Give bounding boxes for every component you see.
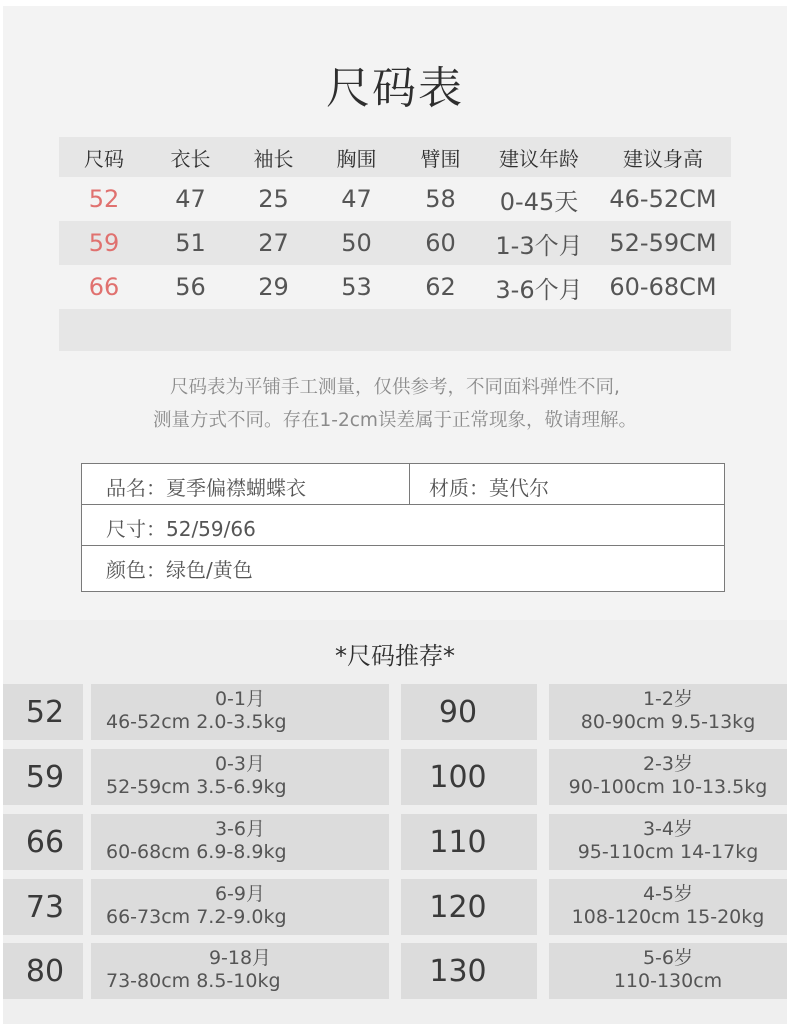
size-block bbox=[3, 749, 83, 805]
table-cell: 62 bbox=[425, 273, 456, 301]
height-weight: 110-130cm bbox=[613, 970, 723, 992]
measurement-note-line: 测量方式不同。存在1-2cm误差属于正常现象，敬请理解。 bbox=[153, 410, 637, 431]
size-cell: 66 bbox=[88, 273, 120, 301]
page-title: 尺码表 bbox=[326, 63, 464, 114]
recommendation-row bbox=[3, 879, 787, 935]
table-cell: 58 bbox=[425, 185, 456, 213]
table-cell: 46-52CM bbox=[609, 185, 717, 213]
table-cell: 51 bbox=[175, 229, 206, 257]
size-number: 130 bbox=[429, 953, 487, 989]
table-row bbox=[59, 177, 731, 221]
table-cell: 0-45天 bbox=[499, 187, 579, 216]
table-cell: 27 bbox=[258, 229, 289, 257]
table-cell: 60-68CM bbox=[609, 273, 717, 301]
table-cell: 47 bbox=[341, 185, 372, 213]
size-number: 73 bbox=[25, 889, 65, 925]
recommendation-row bbox=[3, 814, 787, 870]
age-range: 5-6岁 bbox=[642, 947, 694, 969]
height-weight: 66-73cm 7.2-9.0kg bbox=[106, 906, 287, 928]
size-description bbox=[91, 684, 389, 740]
product-sizes: 尺寸：52/59/66 bbox=[106, 517, 256, 541]
size-description bbox=[549, 943, 787, 999]
size-number: 120 bbox=[429, 889, 487, 925]
table-cell: 29 bbox=[258, 273, 289, 301]
size-cell: 59 bbox=[88, 229, 120, 257]
table-cell: 3-6个月 bbox=[495, 275, 583, 304]
table-row bbox=[59, 221, 731, 265]
info-row-name bbox=[82, 464, 724, 505]
product-name: 品名：夏季偏襟蝴蝶衣 bbox=[106, 476, 306, 500]
size-block bbox=[3, 879, 83, 935]
size-block bbox=[401, 749, 537, 805]
divider bbox=[409, 464, 410, 504]
size-description bbox=[91, 943, 389, 999]
recommendation-title: *尺码推荐* bbox=[335, 642, 455, 670]
product-info-box bbox=[81, 463, 725, 592]
measurement-note-line: 尺码表为平铺手工测量，仅供参考，不同面料弹性不同, bbox=[170, 377, 620, 398]
table-cell: 1-3个月 bbox=[495, 231, 583, 260]
age-range: 4-5岁 bbox=[642, 883, 694, 905]
size-number: 66 bbox=[25, 824, 65, 860]
size-description bbox=[91, 879, 389, 935]
size-block bbox=[401, 879, 537, 935]
height-weight: 95-110cm 14-17kg bbox=[577, 841, 759, 863]
table-empty-row bbox=[59, 309, 731, 351]
height-weight: 80-90cm 9.5-13kg bbox=[580, 711, 756, 733]
height-weight: 46-52cm 2.0-3.5kg bbox=[106, 711, 287, 733]
size-number: 59 bbox=[25, 759, 65, 795]
age-range: 2-3岁 bbox=[642, 753, 694, 775]
size-table bbox=[59, 137, 731, 351]
height-weight: 52-59cm 3.5-6.9kg bbox=[106, 776, 287, 798]
size-block bbox=[3, 684, 83, 740]
size-block bbox=[3, 943, 83, 999]
column-header: 胸围 bbox=[336, 146, 377, 171]
size-block bbox=[401, 943, 537, 999]
age-range: 6-9月 bbox=[214, 883, 266, 905]
column-header: 建议年龄 bbox=[499, 146, 579, 171]
table-cell: 52-59CM bbox=[609, 229, 717, 257]
age-range: 3-4岁 bbox=[642, 818, 694, 840]
size-block bbox=[401, 684, 537, 740]
column-header: 衣长 bbox=[170, 146, 211, 171]
age-range: 0-1月 bbox=[214, 688, 266, 710]
recommendation-row bbox=[3, 684, 787, 740]
size-number: 90 bbox=[438, 694, 478, 730]
column-header: 袖长 bbox=[253, 146, 294, 171]
height-weight: 90-100cm 10-13.5kg bbox=[568, 776, 768, 798]
size-number: 52 bbox=[25, 694, 65, 730]
height-weight: 73-80cm 8.5-10kg bbox=[106, 970, 281, 992]
size-table-section bbox=[3, 6, 787, 620]
table-cell: 50 bbox=[341, 229, 372, 257]
info-row-sizes bbox=[82, 505, 724, 546]
table-cell: 53 bbox=[341, 273, 372, 301]
size-description bbox=[91, 814, 389, 870]
product-colors: 颜色：绿色/黄色 bbox=[106, 558, 253, 582]
age-range: 0-3月 bbox=[214, 753, 266, 775]
info-row-colors bbox=[82, 546, 724, 586]
column-header: 尺码 bbox=[84, 146, 124, 171]
table-row bbox=[59, 265, 731, 309]
size-description bbox=[549, 684, 787, 740]
height-weight: 108-120cm 15-20kg bbox=[571, 906, 765, 928]
size-block bbox=[3, 814, 83, 870]
table-cell: 25 bbox=[258, 185, 289, 213]
column-header: 建议身高 bbox=[623, 146, 703, 171]
size-description bbox=[549, 814, 787, 870]
product-material: 材质：莫代尔 bbox=[429, 476, 549, 500]
size-cell: 52 bbox=[88, 185, 120, 213]
table-cell: 47 bbox=[175, 185, 206, 213]
height-weight: 60-68cm 6.9-8.9kg bbox=[106, 841, 287, 863]
size-description bbox=[91, 749, 389, 805]
age-range: 1-2岁 bbox=[642, 688, 694, 710]
recommendation-row bbox=[3, 943, 787, 999]
column-header: 臂围 bbox=[420, 146, 461, 171]
table-cell: 60 bbox=[425, 229, 456, 257]
size-description bbox=[549, 879, 787, 935]
size-block bbox=[401, 814, 537, 870]
size-number: 100 bbox=[429, 759, 487, 795]
recommendation-row bbox=[3, 749, 787, 805]
age-range: 3-6月 bbox=[214, 818, 266, 840]
size-recommendation-section bbox=[3, 620, 787, 1024]
size-number: 110 bbox=[429, 824, 487, 860]
table-header-row bbox=[59, 137, 731, 177]
table-cell: 56 bbox=[175, 273, 206, 301]
age-range: 9-18月 bbox=[208, 947, 272, 969]
size-number: 80 bbox=[25, 953, 65, 989]
size-description bbox=[549, 749, 787, 805]
